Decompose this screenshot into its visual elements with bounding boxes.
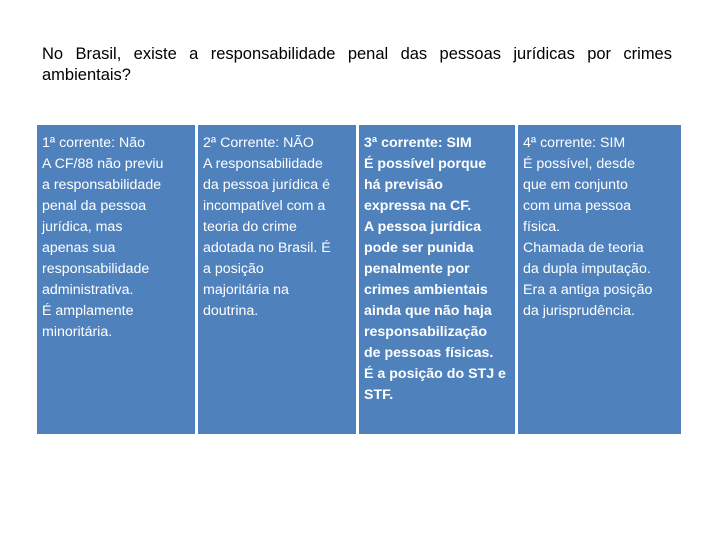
column-corrente-4-text: 4ª corrente: SIM É possível, desde que em conjunto com uma pessoa física. Chamada de teoria da dupla imputação. Era a antiga posição da jurisprudência. bbox=[523, 135, 653, 319]
positions-table bbox=[37, 125, 684, 434]
question-text: No Brasil, existe a responsabilidade penal das pessoas jurídicas por crimes ambientais? bbox=[42, 45, 672, 84]
column-corrente-1 bbox=[37, 125, 195, 434]
column-corrente-2-text: 2ª Corrente: NÃO A responsabilidade da pessoa jurídica é incompatível com a teoria do crime adotada no Brasil. É a posição majoritária na doutrina. bbox=[203, 135, 331, 319]
column-corrente-3 bbox=[359, 125, 515, 434]
column-corrente-1-text: 1ª corrente: Não A CF/88 não previu a responsabilidade penal da pessoa jurídica, mas apenas sua responsabilidade administrativa. É amplamente minoritária. bbox=[42, 135, 164, 340]
column-corrente-2 bbox=[198, 125, 356, 434]
column-corrente-4 bbox=[518, 125, 681, 434]
column-corrente-3-text: 3ª corrente: SIM É possível porque há previsão expressa na CF. A pessoa jurídica pode ser punida penalmente por crimes ambientais ainda que não haja responsabilização de pessoas físicas. É a posição do STJ e STF. bbox=[364, 135, 506, 403]
